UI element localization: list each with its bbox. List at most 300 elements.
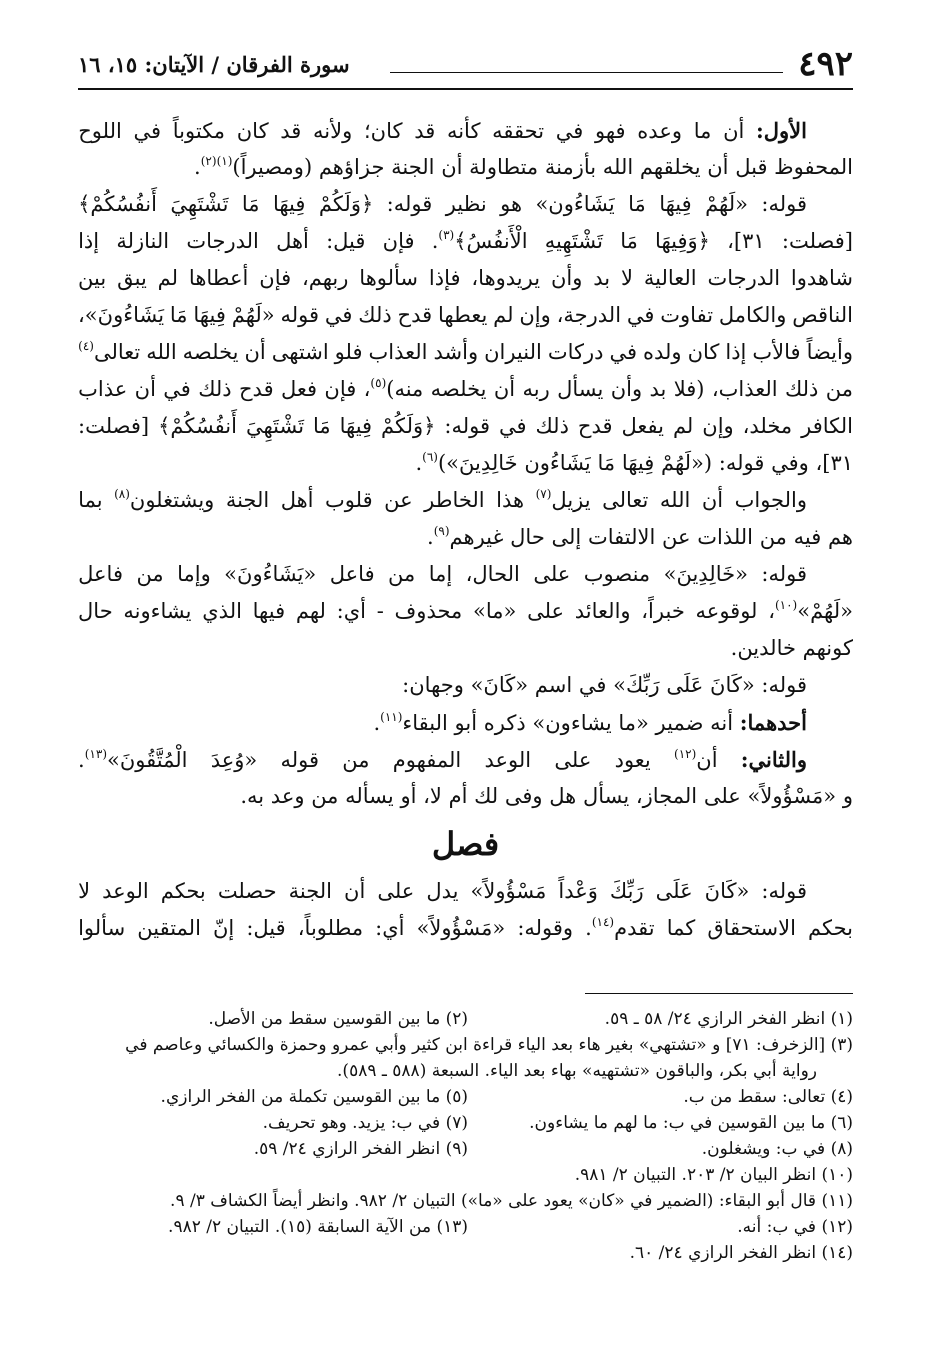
word: ربهم، [302, 266, 349, 290]
word: الوعد [484, 748, 532, 772]
word: يسأله [345, 784, 394, 808]
footnotes [78, 1006, 853, 1266]
word: قوله: [718, 451, 765, 475]
word: «مَسْؤُولاً» [747, 784, 837, 808]
word: وجهان: [402, 673, 464, 697]
word: عذاب [78, 377, 128, 401]
word: سألوا [78, 916, 126, 940]
word: هم [827, 525, 853, 549]
footnote-ref: (١٣) [84, 747, 107, 761]
footnote-line [78, 1188, 853, 1214]
word: شاهدوا [790, 266, 853, 290]
word: قد [414, 119, 436, 143]
footnote-text: (٦) ما بين القوسين في ب: ما لهم ما يشاءون. [529, 1113, 853, 1133]
word: فيه [793, 525, 822, 549]
word: اللوح [78, 119, 122, 143]
word: من [759, 525, 787, 549]
footnote-text: (١٢) في ب: أنه. [737, 1217, 853, 1237]
word: قدح [577, 414, 613, 438]
word: فيها [252, 599, 286, 623]
word: ﴿وَلَكُمْ [318, 192, 374, 216]
word: «كَانَ» [470, 673, 529, 697]
word: وفى [504, 784, 543, 808]
word: الوعد [102, 879, 149, 903]
word: العالية [643, 266, 697, 290]
word: أَنفُسُكُمْ﴾ [78, 192, 157, 216]
footnote-ref: (١٠) [774, 598, 798, 612]
word: بحكم [160, 879, 206, 903]
word: يَشَاءُونَ»، [78, 303, 165, 327]
word: قوله: [444, 414, 491, 438]
text-line [78, 112, 853, 149]
word: الدرجة، [556, 303, 622, 327]
word: يعطها [438, 303, 488, 327]
word: هل [549, 784, 577, 808]
word: أي: [375, 916, 405, 940]
word: في [555, 119, 584, 143]
word: [فصلت: [78, 414, 150, 438]
running-header [78, 40, 853, 90]
footnote-text: (٣) [الزخرف: ٧١] و «تشتهي» بغير هاء بعد الياء قراءة ابن كثير وأبي عمرو وحمزة والكسائي وعاصم في [125, 1035, 853, 1055]
text-line [78, 593, 853, 630]
text-line [78, 667, 853, 704]
word: النيران [484, 340, 542, 364]
word: تفاوت [660, 303, 714, 327]
word: وأن [610, 377, 643, 401]
word: يسأل [557, 377, 604, 401]
footnote-ref: (١٢) [674, 747, 697, 761]
word: منه)$^{(٥)}$، [363, 376, 424, 401]
footnote-text: (١٣) من الآية السابقة (١٥). التبيان ٢/ ٩٨٢. [168, 1217, 468, 1237]
word: فهو [595, 119, 626, 143]
word: وإما [177, 562, 211, 586]
footnote-ref: (١) [216, 154, 233, 168]
footnote-ref: (٧) [535, 487, 552, 501]
word: من [311, 784, 339, 808]
word: ضمير [655, 711, 704, 735]
text-line [78, 371, 853, 408]
word: والعائد [574, 599, 631, 623]
word: فإن [324, 377, 357, 401]
footnote-text: (٧) في ب: يزيد. وهو تحريف. [262, 1113, 468, 1133]
text-line [78, 482, 853, 519]
word: فإن [382, 229, 415, 253]
word: على [554, 748, 592, 772]
word: ويشتغلون$^{(٨)}$ [114, 487, 215, 512]
word: وإن [519, 303, 551, 327]
word: تعالى$^{(٤)}$ [78, 339, 141, 364]
word: قبل [735, 155, 768, 179]
word: قدح [397, 303, 433, 327]
word: كان [236, 119, 269, 143]
word: «يَشَاءُونَ» [224, 562, 317, 586]
word: أَنفُسُكُمْ﴾ [158, 414, 237, 438]
word: وأن [550, 266, 583, 290]
word: ذلك [198, 377, 232, 401]
word: في [626, 303, 655, 327]
word: أي: [336, 599, 366, 623]
word: ولأنه [313, 119, 353, 143]
word: ﴿وَفِيهَا [655, 229, 710, 253]
word: أهل [280, 488, 314, 512]
word: قيل: [246, 916, 286, 940]
word: ربه [522, 377, 550, 401]
word: «مَسْؤُولاً» [416, 916, 506, 940]
text-line [78, 186, 853, 223]
word: تحققه [492, 119, 545, 143]
word: الجنة [288, 879, 332, 903]
word: البقاء$^{(١١)}$. [373, 710, 448, 735]
word: فالأب [752, 340, 801, 364]
word: مَا [597, 451, 616, 475]
word: الاستحقاق [707, 916, 796, 940]
word: دركات [547, 340, 604, 364]
word: أن [244, 340, 266, 364]
word: والثاني: [740, 747, 807, 772]
word: لم [157, 266, 179, 290]
word: رَبِّكَ [609, 879, 644, 903]
footnote-text: (١٤) انظر الفخر الرازي ٢٤/ ٦٠. [629, 1243, 853, 1263]
word: جزاؤهم [318, 155, 385, 179]
word: قوله: [761, 562, 807, 586]
word: فلو [334, 340, 363, 364]
word: عن [661, 525, 691, 549]
word: أم [448, 784, 468, 808]
word: قوله: [761, 879, 807, 903]
word: مَا [241, 192, 260, 216]
word: فإن [259, 266, 292, 290]
word: الدرجات [186, 229, 259, 253]
text-line [78, 873, 853, 910]
word: يعود [614, 748, 651, 772]
word: مَا [169, 303, 188, 327]
footnote-ref: (١١) [380, 710, 403, 724]
word: وعد [270, 784, 305, 808]
word: النازلة [116, 229, 170, 253]
footnote-line [78, 1006, 853, 1032]
word: الله [146, 340, 177, 364]
word: كان [687, 340, 720, 364]
word: ٣١]، [727, 229, 765, 253]
footnote-line [78, 1032, 853, 1058]
word: اسم [534, 673, 573, 697]
word: من [342, 748, 370, 772]
word: العذاب، [711, 377, 778, 401]
word: أن [701, 488, 724, 512]
text-line [78, 778, 853, 815]
word: به. [240, 784, 265, 808]
word: والكامل [718, 303, 787, 327]
word: المتقين [137, 916, 201, 940]
word: ما [693, 119, 712, 143]
word: فِيهَا [659, 192, 692, 216]
footnote-text: (٤) تعالى: سقط من ب. [683, 1087, 853, 1107]
header-rule [78, 88, 853, 90]
word: عَلَى [666, 673, 704, 697]
word: ذلك [535, 414, 569, 438]
footnote-rule [585, 993, 853, 994]
word: اللذات [697, 525, 753, 549]
text-line [78, 741, 853, 778]
word: «ما [618, 711, 649, 735]
word: يَشَاءُون» [535, 192, 615, 216]
word: الكافر [801, 414, 853, 438]
word: وعده [637, 119, 682, 143]
word: (ومصيراً)$^{(١)(٢)}$. [194, 154, 313, 179]
word: تقدم$^{(١٤)}$. [585, 915, 655, 940]
word: فِيهَا [621, 451, 655, 475]
word: - [376, 599, 384, 623]
word: قوله [280, 303, 320, 327]
word: في [324, 303, 353, 327]
word: في [498, 414, 527, 438]
header-fill-line [390, 72, 783, 73]
word: أن [344, 879, 366, 903]
word: الدرجات [707, 266, 781, 290]
word: يسأل [582, 784, 630, 808]
text-line [78, 556, 853, 593]
word: وأشد [433, 340, 479, 364]
word: في [163, 377, 191, 401]
word: وقوله: [517, 916, 574, 940]
text-line [78, 260, 853, 297]
word: عن [384, 488, 413, 512]
word: لك [474, 784, 499, 808]
footnote-line [78, 1058, 853, 1084]
word: بد [593, 266, 611, 290]
word: أن [707, 155, 729, 179]
word: لم [493, 303, 514, 327]
word: «لَهُمْ [705, 192, 748, 216]
footnote-text: (٢) ما بين القوسين سقط من الأصل. [208, 1009, 468, 1029]
main-text [78, 112, 853, 947]
word: فاعل [78, 562, 123, 586]
word: الْأَنفُسُ﴾$^{(٣)}$. [431, 228, 528, 253]
footnote-text: (١١) قال أبو البقاء: (الضمير في «كان» يعود على «ما») التبيان ٢/ ٩٨٢. وانظر أيضاً الكشاف ٣/ ٩. [170, 1191, 853, 1211]
word: كأنه [446, 119, 481, 143]
word: على [533, 562, 571, 586]
word: على [527, 599, 565, 623]
word: يخلصه [430, 377, 487, 401]
footnote-text: (٥) ما بين القوسين تكملة من الفخر الرازي. [160, 1087, 468, 1107]
word: الالتفات [587, 525, 656, 549]
footnote-ref: (٢) [200, 154, 217, 168]
word: غيرهم$^{(٩)}$. [427, 524, 504, 549]
word: أحدهما: [739, 710, 807, 735]
word: يبق [117, 266, 147, 290]
word: مطلوباً، [297, 916, 364, 940]
word: وفي [771, 451, 809, 475]
word: قلوب [325, 488, 373, 512]
word: كان؛ [363, 119, 403, 143]
word: يفعل [621, 414, 664, 438]
word: الناقص [792, 303, 853, 327]
footnote-line [78, 1240, 853, 1266]
word: على [377, 879, 415, 903]
word: اشتهى [271, 340, 329, 364]
footnote-ref: (١٤) [591, 915, 615, 929]
text-line [78, 223, 853, 260]
word: «وُعِدَ [210, 748, 258, 772]
word: المحفوظ [774, 155, 853, 179]
word: سألوها [359, 266, 419, 290]
word: مكتوباً [172, 119, 226, 143]
word: حصلت [217, 879, 277, 903]
word: مَا [313, 414, 331, 438]
word: يشاءونه [123, 599, 192, 623]
word: حال [78, 599, 113, 623]
text-line [78, 149, 853, 186]
word: على [703, 784, 741, 808]
word: العذاب [368, 340, 428, 364]
word: تَشْتَهِيَ [170, 192, 229, 216]
word: ذلك [784, 377, 819, 401]
word: في [133, 119, 162, 143]
word: قوله: [761, 673, 807, 697]
footnote-ref: (٦) [422, 450, 438, 464]
word: أن$^{(١٢)}$ [674, 747, 718, 772]
word: إما [428, 562, 453, 586]
word: يريدوها، [471, 266, 541, 290]
word: المجاز، [635, 784, 698, 808]
word: أبو [454, 711, 478, 735]
word: لا، [423, 784, 442, 808]
word: تَشْتَهِيهِ [544, 229, 603, 253]
word: تَشْتَهِيَ [245, 414, 305, 438]
footnote-text: (١٠) انظر البيان ٢/ ٢٠٣. التبيان ٢/ ٩٨١. [574, 1165, 853, 1185]
footnote-ref: (٥) [370, 376, 387, 390]
word: أهل [276, 229, 309, 253]
word: في [578, 673, 607, 697]
word: «كَانَ [704, 879, 750, 903]
word: من [825, 377, 853, 401]
text-line [78, 704, 853, 741]
word: يخلقهم [639, 155, 701, 179]
word: ذكره [483, 711, 526, 735]
word: الله [659, 488, 691, 512]
word: قوله [280, 748, 320, 772]
word: وأيضاً [806, 340, 853, 364]
footnote-text: رواية أبي بكر، والباقون «تشتهيه» بهاء بعد الياء. السبعة (٥٨٨ ـ ٥٨٩). [337, 1061, 817, 1081]
word: يَشَاءُون [524, 451, 591, 475]
word: من [136, 562, 164, 586]
word: فِيهَا [339, 414, 373, 438]
word: لوقوعه [695, 599, 758, 623]
word: أن [493, 377, 516, 401]
word: ﴿وَلَكُمْ [381, 414, 436, 438]
word: ولده [643, 340, 682, 364]
word: منصوب [583, 562, 651, 586]
word: قيل: [326, 229, 366, 253]
word: فاعل [329, 562, 375, 586]
footnote-text: (٩) انظر الفخر الرازي ٢٤/ ٥٩. [253, 1139, 468, 1159]
text-line [78, 408, 853, 445]
word: بحكم [808, 916, 853, 940]
word: الْمُتَّقُونَ»$^{(١٣)}$. [78, 747, 188, 772]
footnote-line [78, 1162, 853, 1188]
word: «كَانَ [710, 673, 755, 697]
text-line [78, 297, 853, 334]
word: متطاولة [469, 155, 539, 179]
word: أو [400, 784, 417, 808]
word: أن [134, 377, 156, 401]
word: يزيل$^{(٧)}$ [535, 487, 591, 512]
word: إذا [725, 340, 747, 364]
word: أعطاها [188, 266, 249, 290]
footnote-ref: (٩) [433, 524, 450, 538]
page-number: ٤٩٢ [798, 44, 853, 84]
footnote-ref: (٨) [114, 487, 130, 501]
word: في [609, 340, 638, 364]
word: فصل [431, 825, 500, 863]
word: أن [441, 155, 463, 179]
word: وَعْداً [558, 879, 598, 903]
word: لا [621, 266, 633, 290]
word: مَا [628, 192, 646, 216]
word: بما [78, 488, 103, 512]
word: قوله: [386, 192, 433, 216]
text-line [78, 630, 853, 667]
word: «لَهُمْ»$^{(١٠)}$، [768, 598, 853, 623]
word: فعل [280, 377, 318, 401]
section-heading [78, 815, 853, 873]
word: «لَهُمْ [231, 303, 275, 327]
footnote-ref: (٣) [438, 228, 455, 242]
word: إذا [78, 229, 100, 253]
word: مخلد، [742, 414, 793, 438]
word: يخلصه [182, 340, 239, 364]
word: إنّ [212, 916, 235, 940]
word: فِيهَا [272, 192, 306, 216]
word: المفهوم [392, 748, 462, 772]
word: الحال، [465, 562, 520, 586]
word: يدل [426, 879, 459, 903]
footnote-text: (١) انظر الفخر الرازي ٢٤/ ٥٨ ـ ٥٩. [604, 1009, 853, 1029]
word: (فلا [673, 377, 705, 401]
word: خالدين. [730, 636, 796, 660]
word: قد [280, 119, 302, 143]
word: عَلَى [655, 879, 693, 903]
word: الله [602, 155, 634, 179]
word: الجنة [391, 155, 435, 179]
word: حال [510, 525, 545, 549]
word: رَبِّكَ» [613, 673, 660, 697]
word: أن [723, 119, 745, 143]
word: فِيهَا [193, 303, 226, 327]
text-line [78, 519, 853, 556]
word: الخاطر [424, 488, 485, 512]
footnote-text: (٨) في ب: ويشغلون. [701, 1139, 853, 1159]
word: محذوف [394, 599, 463, 623]
footnote-line [78, 1084, 853, 1110]
word: («لَهُمْ [660, 451, 713, 475]
word: و [842, 784, 853, 808]
word: وإن [702, 414, 734, 438]
word: أنه [710, 711, 734, 735]
text-line [78, 334, 853, 371]
word: مَا [620, 229, 638, 253]
word: خبراً، [641, 599, 685, 623]
word: هو [500, 192, 523, 216]
footnote-ref: (٤) [78, 339, 94, 353]
footnote-line [78, 1110, 853, 1136]
word: فإذا [428, 266, 461, 290]
word: هذا [496, 488, 525, 512]
word: يشاءون» [532, 711, 612, 735]
footnote-line [78, 1136, 853, 1162]
word: من [388, 562, 416, 586]
word: تعالى [602, 488, 649, 512]
